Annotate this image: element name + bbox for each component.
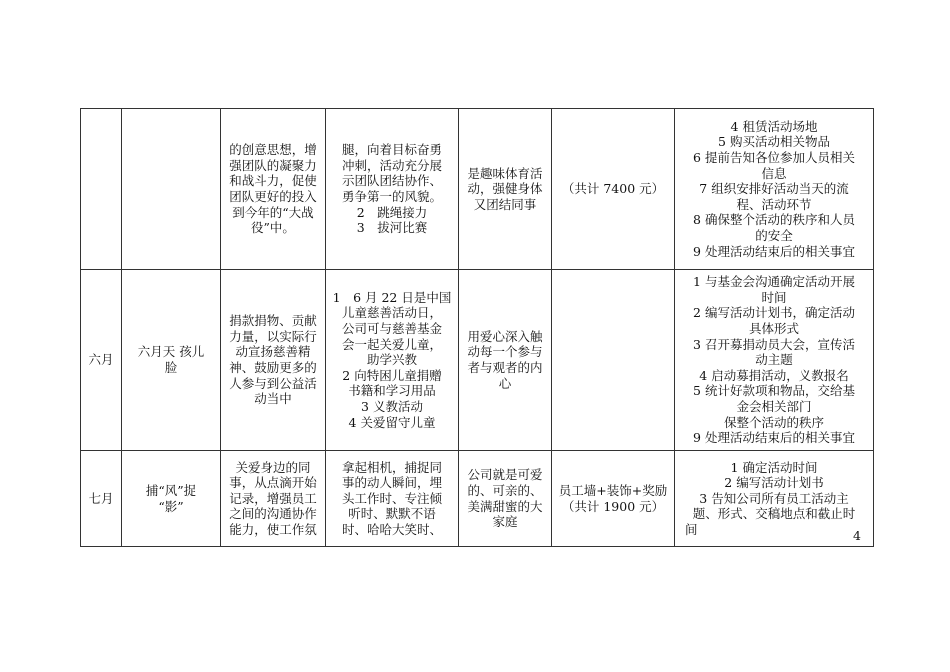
table-row	[81, 109, 874, 270]
budget-cell: （共计 7400 元）	[552, 109, 675, 270]
steps-cell: 1 确定活动时间 2 编写活动计划书 3 告知公司所有员工活动主 题、形式、交稿地点和截止时 间 4	[675, 451, 874, 547]
month-cell	[81, 109, 122, 270]
meaning-cell: 公司就是可爱 的、可亲的、 美满甜蜜的大 家庭	[459, 451, 552, 547]
theme-cell: 六月天 孩儿 脸	[122, 270, 221, 451]
purpose-cell: 的创意思想，增 强团队的凝聚力 和战斗力，促使 团队更好的投入 到今年的“大战 役”中。	[221, 109, 326, 270]
steps-cell: 1 与基金会沟通确定活动开展 时间 2 编写活动计划书，确定活动 具体形式 3 召开募捐动员大会，宣传活 动主题 4 启动募捐活动，义教报名 5 统计好款项和物品，交给基 金会相关部门 保整个活动的秩序 9 处理活动结束后的相关事宜	[675, 270, 874, 451]
content-cell: 腿，向着目标奋勇 冲刺，活动充分展 示团队团结协作、 勇争第一的风貌。 2 跳绳接力 3 拔河比赛	[326, 109, 459, 270]
purpose-cell: 捐款捐物、贡献 力量，以实际行 动宣扬慈善精 神、鼓励更多的 人参与到公益活 动当中	[221, 270, 326, 451]
page-number: 4	[853, 528, 861, 544]
budget-cell	[552, 270, 675, 451]
budget-cell: 员工墙+装饰+奖励 （共计 1900 元）	[552, 451, 675, 547]
table-row	[81, 270, 874, 451]
theme-cell: 捕“风”捉 “影”	[122, 451, 221, 547]
content-cell: 1 6 月 22 日是中国 儿童慈善活动日， 公司可与慈善基金 会一起关爱儿童， 助学兴教 2 向特困儿童捐赠 书籍和学习用品 3 义教活动 4 关爱留守儿童	[326, 270, 459, 451]
table-row	[81, 451, 874, 547]
content-cell: 拿起相机，捕捉同 事的动人瞬间，埋 头工作时、专注倾 听时、默默不语 时、哈哈大笑时、	[326, 451, 459, 547]
steps-cell: 4 租赁活动场地 5 购买活动相关物品 6 提前告知各位参加人员相关 信息 7 组织安排好活动当天的流 程、活动环节 8 确保整个活动的秩序和人员 的安全 9 处理活动结束后的相关事宜	[675, 109, 874, 270]
activity-plan-table	[80, 108, 874, 547]
month-cell: 七月	[81, 451, 122, 547]
meaning-cell: 是趣味体育活 动，强健身体 又团结同事	[459, 109, 552, 270]
purpose-cell: 关爱身边的同 事，从点滴开始 记录，增强员工 之间的沟通协作 能力，使工作氛	[221, 451, 326, 547]
meaning-cell: 用爱心深入触 动每一个参与 者与观者的内 心	[459, 270, 552, 451]
theme-cell	[122, 109, 221, 270]
month-cell: 六月	[81, 270, 122, 451]
